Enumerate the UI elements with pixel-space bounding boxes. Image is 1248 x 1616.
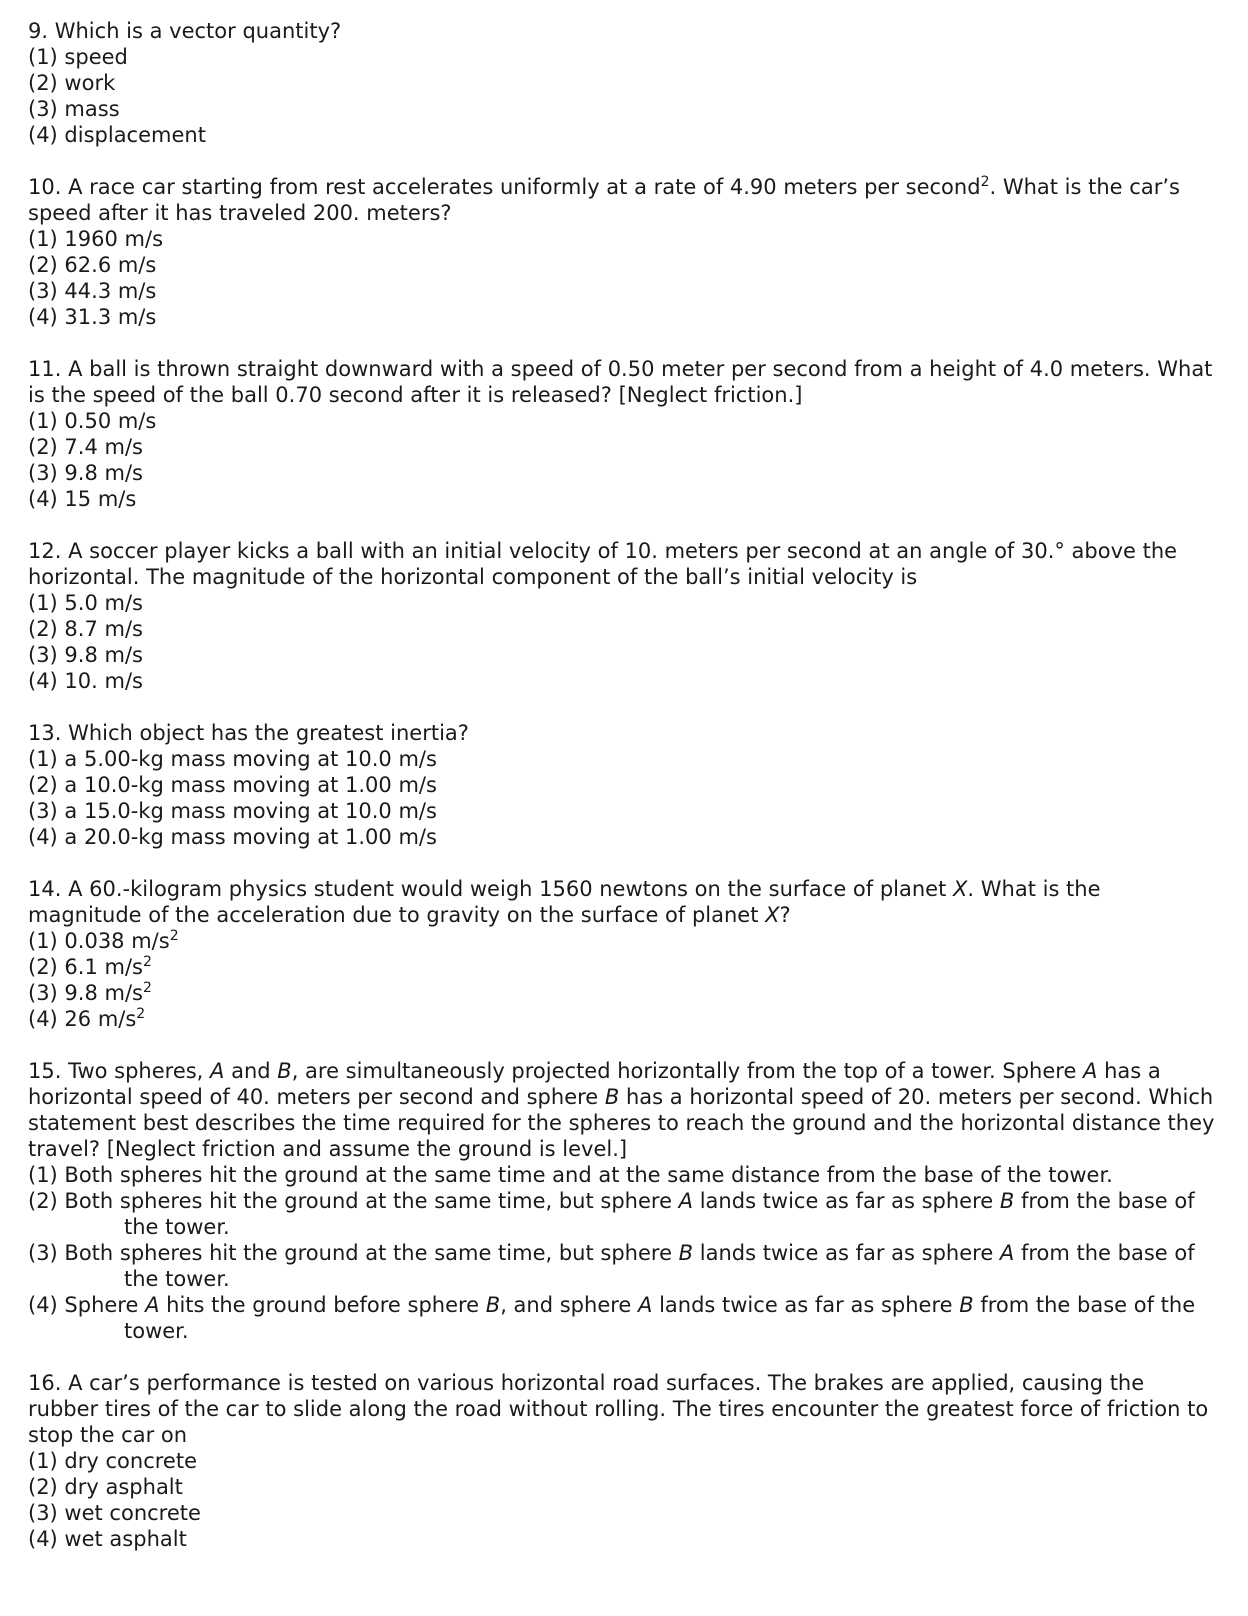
text-run: (2) work	[28, 71, 116, 95]
text-run: (2) a 10.0-kg mass moving at 1.00 m/s	[28, 773, 437, 797]
text-run: Which object has the greatest inertia?	[68, 721, 469, 745]
question-stem	[28, 720, 1218, 746]
answer-choice	[28, 434, 1218, 460]
italic-variable: X	[765, 903, 780, 927]
text-run: (2) 62.6 m/s	[28, 253, 157, 277]
text-run: (1) Both spheres hit the ground at the same time and at the same distance from the base of the tower.	[28, 1163, 1113, 1187]
text-run: Two spheres,	[68, 1059, 211, 1083]
answer-choice	[28, 616, 1218, 642]
text-run: (1) dry concrete	[28, 1449, 197, 1473]
answer-choice	[28, 252, 1218, 278]
answer-choice	[28, 226, 1218, 252]
question-15	[28, 1058, 1218, 1344]
text-run: (3) a 15.0-kg mass moving at 10.0 m/s	[28, 799, 437, 823]
text-run: . What is the car’s speed after it has traveled 200. meters?	[28, 175, 1180, 225]
answer-choice	[28, 980, 1218, 1006]
question-list	[28, 18, 1248, 1552]
text-run: (4) Sphere	[28, 1293, 146, 1317]
text-run: (4) 26 m/s	[28, 1007, 137, 1031]
text-run: (3) 44.3 m/s	[28, 279, 157, 303]
answer-choice	[28, 70, 1218, 96]
question-number: 13.	[28, 721, 62, 745]
answer-choice	[28, 928, 1218, 954]
text-run: (3) 9.8 m/s	[28, 461, 143, 485]
italic-variable: A	[678, 1189, 694, 1213]
text-run: (2) 8.7 m/s	[28, 617, 143, 641]
text-run: A ball is thrown straight downward with a speed of 0.50 meter per second from a height of 4.0 meters. What is the speed of the ball 0.70 second after it is released? [Neglect friction.]	[28, 357, 1213, 407]
question-stem	[28, 18, 1218, 44]
italic-variable: B	[604, 1085, 620, 1109]
superscript: 2	[142, 980, 152, 996]
text-run: A car’s performance is tested on various horizontal road surfaces. The brakes are applied, causing the rubber tires of the car to slide along the road without rolling. The tires encounter the greatest force of friction to stop the car on	[28, 1371, 1209, 1447]
answer-choice	[28, 1448, 1218, 1474]
text-run: lands twice as far as sphere	[652, 1293, 960, 1317]
text-run: (1) 0.50 m/s	[28, 409, 157, 433]
italic-variable: B	[678, 1241, 694, 1265]
answer-choice	[28, 746, 1218, 772]
text-run: Which is a vector quantity?	[54, 19, 342, 43]
answer-choice	[28, 824, 1218, 850]
italic-variable: B	[277, 1059, 292, 1083]
italic-variable: A	[1083, 1059, 1098, 1083]
text-run: (4) a 20.0-kg mass moving at 1.00 m/s	[28, 825, 437, 849]
text-run: (3) 9.8 m/s	[28, 981, 143, 1005]
question-number: 11.	[28, 357, 62, 381]
text-run: (3) wet concrete	[28, 1501, 201, 1525]
question-11	[28, 356, 1218, 512]
text-run: ?	[779, 903, 791, 927]
text-run: and	[224, 1059, 278, 1083]
answer-choice	[28, 1526, 1218, 1552]
answer-choice	[28, 772, 1218, 798]
answer-choice	[28, 460, 1218, 486]
text-run: (1) a 5.00-kg mass moving at 10.0 m/s	[28, 747, 437, 771]
text-run: (1) speed	[28, 45, 128, 69]
superscript: 2	[136, 1006, 146, 1022]
text-run: A race car starting from rest accelerates uniformly at a rate of 4.90 meters per second	[68, 175, 981, 199]
text-run: (1) 5.0 m/s	[28, 591, 143, 615]
text-run: lands twice as far as sphere	[693, 1241, 1000, 1265]
question-number: 16.	[28, 1371, 62, 1395]
text-run: has a horizontal speed of 20. meters per second. Which statement best describes the time required for the spheres to reach the ground and the horizontal distance they travel? [Neglect friction and assume the ground is level.]	[28, 1085, 1215, 1161]
text-run: , are simultaneously projected horizontally from the top of a tower. Sphere	[291, 1059, 1084, 1083]
text-run: (3) Both spheres hit the ground at the same time, but sphere	[28, 1241, 679, 1265]
question-stem	[28, 1370, 1218, 1448]
answer-choice	[28, 798, 1218, 824]
answer-choice	[28, 1188, 1218, 1240]
italic-variable: A	[638, 1293, 653, 1317]
question-stem	[28, 876, 1218, 928]
text-run: from the base of the tower.	[124, 1241, 1195, 1291]
answer-choice	[28, 122, 1218, 148]
text-run: (2) dry asphalt	[28, 1475, 183, 1499]
answer-choice	[28, 408, 1218, 434]
question-16	[28, 1370, 1218, 1552]
answer-choice	[28, 1006, 1218, 1032]
question-14	[28, 876, 1218, 1032]
italic-variable: B	[959, 1293, 974, 1317]
text-run: lands twice as far as sphere	[693, 1189, 1000, 1213]
text-run: (1) 1960 m/s	[28, 227, 164, 251]
answer-choice	[28, 1162, 1218, 1188]
text-run: from the base of the tower.	[124, 1189, 1195, 1239]
italic-variable: B	[485, 1293, 501, 1317]
text-run: (2) 6.1 m/s	[28, 955, 143, 979]
italic-variable: A	[145, 1293, 160, 1317]
text-run: from the base of the tower.	[124, 1293, 1196, 1343]
text-run: (4) 10. m/s	[28, 669, 143, 693]
question-number: 15.	[28, 1059, 62, 1083]
question-stem	[28, 174, 1218, 226]
answer-choice	[28, 1292, 1218, 1344]
text-run: (3) 9.8 m/s	[28, 643, 143, 667]
text-run: (2) 7.4 m/s	[28, 435, 143, 459]
text-run: (4) 15 m/s	[28, 487, 137, 511]
answer-choice	[28, 1500, 1218, 1526]
question-number: 10.	[28, 175, 62, 199]
answer-choice	[28, 44, 1218, 70]
text-run: (3) mass	[28, 97, 120, 121]
text-run: A soccer player kicks a ball with an initial velocity of 10. meters per second at an angle of 30.° above the horizontal. The magnitude of the horizontal component of the ball’s initial velocity is	[28, 539, 1178, 589]
question-13	[28, 720, 1218, 850]
question-number: 14.	[28, 877, 62, 901]
text-run: hits the ground before sphere	[159, 1293, 486, 1317]
italic-variable: A	[210, 1059, 225, 1083]
text-run: . What is the magnitude of the acceleration due to gravity on the surface of planet	[28, 877, 1101, 927]
question-number: 12.	[28, 539, 62, 563]
italic-variable: X	[953, 877, 968, 901]
text-run: (4) 31.3 m/s	[28, 305, 157, 329]
question-number: 9.	[28, 19, 49, 43]
text-run: A 60.-kilogram physics student would weigh 1560 newtons on the surface of planet	[68, 877, 954, 901]
answer-choice	[28, 304, 1218, 330]
question-stem	[28, 356, 1218, 408]
question-10	[28, 174, 1218, 330]
italic-variable: B	[999, 1189, 1015, 1213]
answer-choice	[28, 486, 1218, 512]
text-run: , and sphere	[500, 1293, 639, 1317]
answer-choice	[28, 668, 1218, 694]
question-9	[28, 18, 1218, 148]
answer-choice	[28, 1474, 1218, 1500]
answer-choice	[28, 278, 1218, 304]
superscript: 2	[169, 928, 179, 944]
italic-variable: A	[999, 1241, 1015, 1265]
question-12	[28, 538, 1218, 694]
answer-choice	[28, 954, 1218, 980]
answer-choice	[28, 96, 1218, 122]
answer-choice	[28, 590, 1218, 616]
answer-choice	[28, 642, 1218, 668]
question-stem	[28, 1058, 1218, 1162]
text-run: (1) 0.038 m/s	[28, 929, 170, 953]
text-run: (4) displacement	[28, 123, 206, 147]
question-stem	[28, 538, 1218, 590]
superscript: 2	[980, 174, 990, 190]
text-run: has a horizontal speed of 40. meters per second and sphere	[28, 1059, 1161, 1109]
superscript: 2	[142, 954, 152, 970]
answer-choice	[28, 1240, 1218, 1292]
text-run: (2) Both spheres hit the ground at the same time, but sphere	[28, 1189, 679, 1213]
text-run: (4) wet asphalt	[28, 1527, 187, 1551]
